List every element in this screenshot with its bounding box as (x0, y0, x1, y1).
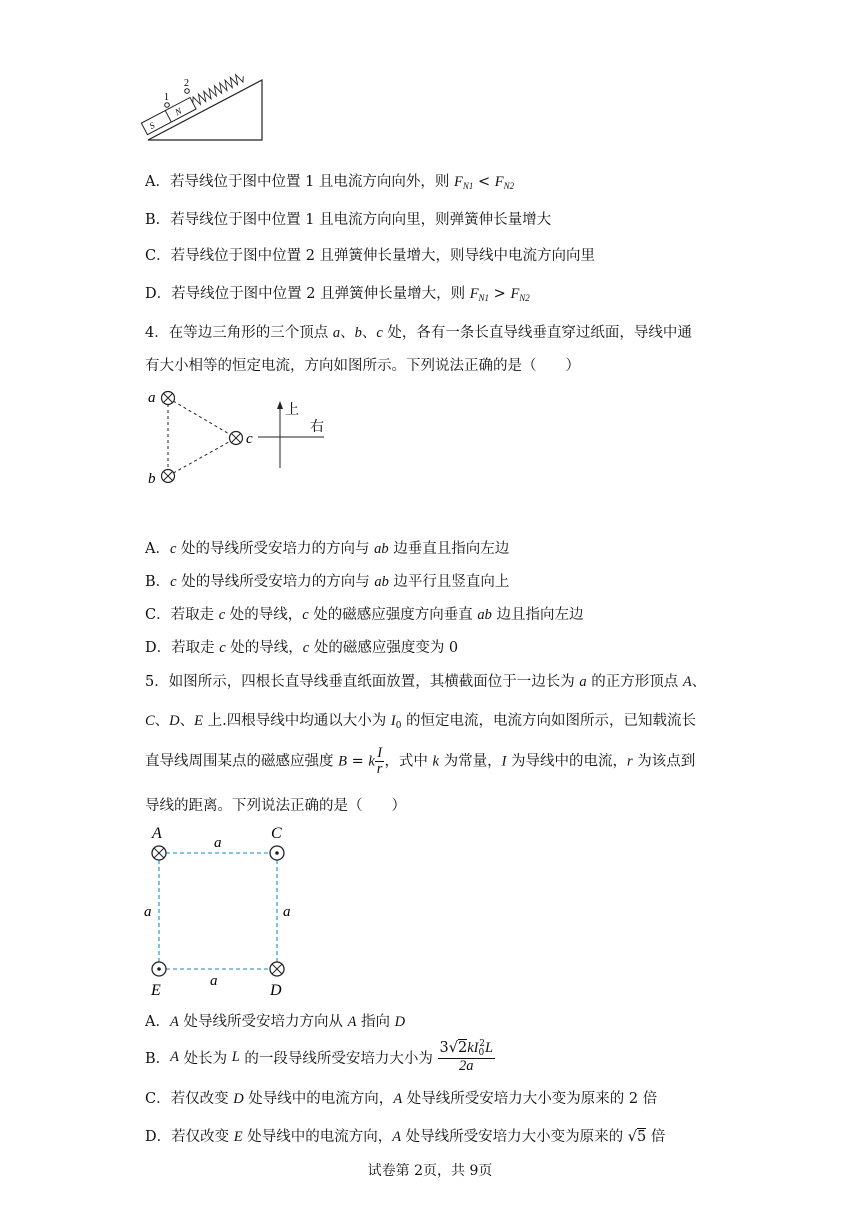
q5-stem-line1: 5．如图所示，四根长直导线垂直纸面放置，其横截面位于一边长为 a 的正方形顶点 A、 (145, 674, 707, 690)
q5-option-b: B．A 处长为 L 的一段导线所受安培力大小为 $\frac{3√2kI_0^2L}{2a}$ (145, 1039, 494, 1075)
q3-option-b: B．若导线位于图中位置 1 且电流方向向里，则弹簧伸长量增大 (145, 212, 552, 228)
side-top-label: a (214, 835, 222, 851)
q4-stem-line1: 4．在等边三角形的三个顶点 a、b、c 处，各有一条长直导线垂直穿过纸面，导线中通 (145, 325, 692, 341)
sqrt-icon: √ (627, 1129, 638, 1145)
vertex-A-label: A (152, 825, 162, 842)
vertex-E-label: E (151, 982, 161, 999)
wire-D-into-page-icon (270, 962, 284, 976)
q5-option-d: D．若仅改变 E 处导线中的电流方向，A 处导线所受安培力大小变为原来的 √5 倍 (145, 1129, 666, 1145)
q3-option-d: D．若导线位于图中位置 2 且弹簧伸长量增大，则 $F_{N1} > F_{N2}$ (145, 286, 530, 303)
force-fraction: $\frac{3√2kI_0^2L}{2a}$ (439, 1039, 494, 1075)
q5-square-figure (140, 822, 310, 1000)
position-1-marker (165, 103, 170, 108)
vertex-D-label: D (270, 982, 282, 999)
wire-b-into-page-icon (162, 470, 175, 483)
q5-option-c: C．若仅改变 D 处导线中的电流方向，A 处导线所受安培力大小变为原来的 2 倍 (145, 1091, 658, 1107)
incline-wedge (148, 80, 262, 140)
right-label: 右 (310, 420, 324, 435)
q3-option-a: A．若导线位于图中位置 1 且电流方向向外，则 $F_{N1} < F_{N2}$ (145, 174, 515, 191)
triangle-edge-ac (168, 398, 236, 438)
q4-stem-line2: 有大小相等的恒定电流，方向如图所示。下列说法正确的是（ ） (145, 358, 580, 374)
sqrt-icon: √ (448, 1040, 459, 1056)
triangle-edge-bc (168, 438, 236, 476)
q4-option-b: B．c 处的导线所受安培力的方向与 ab 边平行且竖直向上 (145, 574, 510, 590)
formula-fraction: $\frac{I}{r}$ (376, 745, 383, 778)
position-2-label: 2 (184, 78, 189, 89)
q5-option-a: A．A 处导线所受安培力方向从 A 指向 D (145, 1014, 406, 1030)
wire-a-into-page-icon (162, 392, 175, 405)
q4-option-a: A．c 处的导线所受安培力的方向与 ab 边垂直且指向左边 (145, 541, 510, 557)
vertex-b-label: b (148, 471, 156, 487)
axis-up-arrow-icon (277, 401, 283, 409)
wire-A-into-page-icon (152, 846, 166, 860)
q4-triangle-figure (140, 382, 340, 492)
position-1-label: 1 (164, 92, 169, 103)
page-footer: 试卷第 2页，共 9页 (367, 1163, 493, 1179)
wire-E-out-of-page-icon (152, 962, 166, 976)
spring (190, 72, 245, 107)
side-bottom-label: a (210, 973, 218, 989)
q5-stem-line3: 直导线周围某点的磁感应强度 B = k $\frac{I}{r}$ ，式中 k 为常量，I 为导线中的电流，r 为该点到 (145, 745, 696, 778)
wire-c-into-page-icon (230, 432, 243, 445)
side-right-label: a (283, 904, 291, 920)
wire-C-out-of-page-icon (270, 846, 284, 860)
q5-stem-line2: C、D、E 上.四根导线中均通以大小为 $I_0$ 的恒定电流，电流方向如图所示，已知载流长 (145, 713, 697, 731)
q3-option-c: C．若导线位于图中位置 2 且弹簧伸长量增大，则导线中电流方向向里 (145, 248, 596, 264)
q3-incline-figure (140, 70, 275, 145)
vertex-c-label: c (246, 431, 253, 447)
up-label: 上 (285, 403, 299, 418)
q5-stem-line4: 导线的距离。下列说法正确的是（ ） (145, 798, 406, 814)
vertex-a-label: a (148, 390, 156, 406)
magnet-n-label: N (173, 105, 184, 118)
magnet-s-label: S (147, 120, 157, 131)
vertex-C-label: C (271, 825, 282, 842)
side-left-label: a (144, 904, 152, 920)
q4-option-c: C．若取走 c 处的导线，c 处的磁感应强度方向垂直 ab 边且指向左边 (145, 607, 584, 623)
q4-option-d: D．若取走 c 处的导线，c 处的磁感应强度变为 0 (145, 640, 459, 656)
position-2-marker (185, 89, 190, 94)
